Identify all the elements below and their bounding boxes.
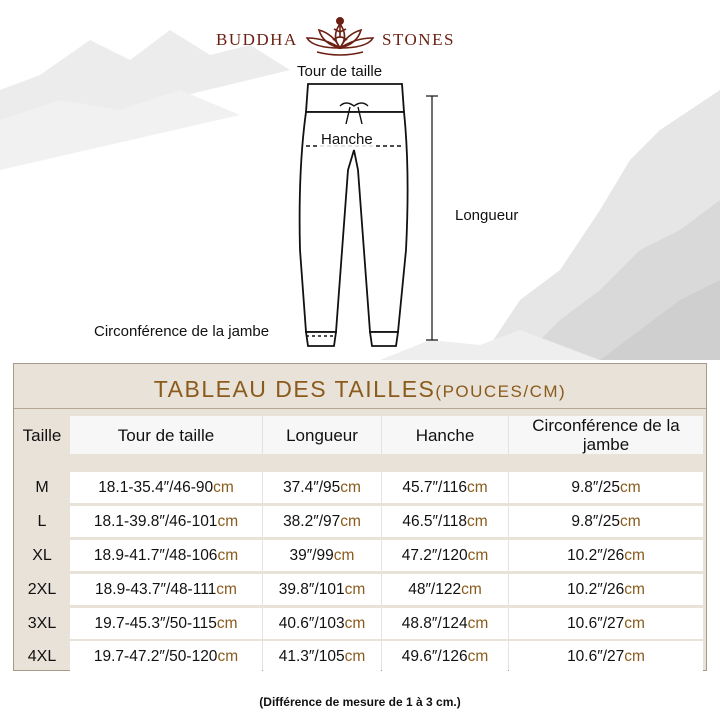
brand-name-right: STONES: [382, 30, 455, 49]
table-cell-length: [263, 540, 381, 571]
lotus-meditation-icon: [303, 10, 377, 60]
cell-unit: cm: [467, 647, 489, 665]
size-label: 3XL: [27, 614, 57, 632]
cell-value: 10.2″/26: [567, 580, 625, 598]
table-cell-hip: [382, 641, 508, 672]
table-cell-waist: [70, 641, 262, 672]
header-length: Longueur: [263, 416, 381, 454]
cell-unit: cm: [216, 614, 238, 632]
cell-value: 49.6″/126: [401, 647, 468, 665]
cell-value: 9.8″/25: [571, 478, 620, 496]
cell-unit: cm: [344, 647, 366, 665]
size-label: M: [35, 478, 49, 496]
table-cell-length: [263, 506, 381, 537]
table-cell-waist: [70, 608, 262, 639]
table-cell-hip: [382, 506, 508, 537]
table-cell-leg: [509, 574, 703, 605]
size-table: [13, 363, 707, 671]
cell-value: 40.6″/103: [278, 614, 345, 632]
cell-value: 45.7″/116: [402, 478, 467, 496]
cell-value: 38.2″/97: [283, 512, 341, 530]
cell-value: 41.3″/105: [278, 647, 345, 665]
cell-value: 9.8″/25: [571, 512, 620, 530]
table-cell-hip: [382, 608, 508, 639]
label-hip: Hanche: [321, 131, 373, 148]
table-cell-length: [263, 608, 381, 639]
cell-unit: cm: [619, 512, 641, 530]
title-divider: [14, 408, 706, 409]
cell-unit: cm: [333, 546, 355, 564]
header-size: Taille: [22, 425, 62, 445]
table-cell-hip: [382, 540, 508, 571]
cell-unit: cm: [340, 512, 361, 530]
table-cell-leg: [509, 472, 703, 503]
pants-diagram: [0, 55, 720, 355]
cell-unit: cm: [467, 478, 488, 496]
table-cell-waist: [70, 574, 262, 605]
cell-unit: cm: [213, 478, 234, 496]
header-waist: Tour de taille: [70, 416, 262, 454]
table-title: [14, 376, 706, 403]
table-cell-hip: [382, 472, 508, 503]
table-cell-leg: [509, 608, 703, 639]
table-cell-hip: [382, 574, 508, 605]
cell-unit: cm: [217, 647, 239, 665]
footnote: (Différence de mesure de 1 à 3 cm.): [259, 695, 461, 709]
table-cell-waist: [70, 472, 262, 503]
size-label: 2XL: [27, 580, 57, 598]
cell-unit: cm: [344, 614, 366, 632]
cell-value: 18.1-39.8″/46-101: [93, 512, 218, 530]
brand-name-left: BUDDHA: [216, 30, 298, 49]
cell-unit: cm: [340, 478, 361, 496]
cell-value: 48″/122: [408, 580, 462, 598]
table-cell-leg: [509, 540, 703, 571]
cell-value: 19.7-45.3″/50-115: [94, 614, 217, 632]
cell-unit: cm: [217, 512, 239, 530]
cell-unit: cm: [467, 546, 489, 564]
cell-value: 47.2″/120: [401, 546, 468, 564]
table-cell-length: [263, 641, 381, 672]
cell-unit: cm: [624, 614, 645, 632]
label-length: Longueur: [455, 207, 519, 224]
cell-value: 37.4″/95: [283, 478, 341, 496]
cell-value: 10.2″/26: [567, 546, 625, 564]
cell-unit: cm: [217, 546, 239, 564]
table-cell-leg: [509, 641, 703, 672]
size-label: L: [37, 512, 47, 530]
cell-value: 18.1-35.4″/46-90: [98, 478, 214, 496]
header-hip: Hanche: [382, 416, 508, 454]
cell-unit: cm: [461, 580, 482, 598]
table-cell-waist: [70, 506, 262, 537]
cell-value: 48.8″/124: [401, 614, 468, 632]
cell-value: 39.8″/101: [278, 580, 345, 598]
cell-unit: cm: [624, 580, 645, 598]
cell-unit: cm: [624, 546, 645, 564]
table-cell-length: [263, 574, 381, 605]
cell-value: 46.5″/118: [402, 512, 467, 530]
cell-unit: cm: [344, 580, 366, 598]
size-label: 4XL: [27, 647, 57, 665]
table-cell-length: [263, 472, 381, 503]
table-cell-leg: [509, 506, 703, 537]
cell-unit: cm: [467, 614, 489, 632]
header-leg: Circonférence de la jambe: [509, 416, 703, 454]
cell-unit: cm: [467, 512, 488, 530]
size-label: XL: [32, 546, 52, 564]
brand-header: [0, 10, 720, 60]
cell-unit: cm: [216, 580, 237, 598]
cell-value: 18.9-41.7″/48-106: [93, 546, 218, 564]
table-title-units: (POUCES/CM): [435, 382, 567, 401]
cell-value: 18.9-43.7″/48-111: [95, 580, 217, 598]
label-leg-circumference: Circonférence de la jambe: [94, 323, 270, 340]
cell-value: 10.6″/27: [567, 614, 625, 632]
label-waist: Tour de taille: [297, 63, 383, 80]
cell-value: 39″/99: [289, 546, 334, 564]
table-cell-waist: [70, 540, 262, 571]
cell-unit: cm: [619, 478, 641, 496]
cell-unit: cm: [624, 647, 645, 665]
table-title-text: TABLEAU DES TAILLES: [153, 376, 436, 402]
cell-value: 10.6″/27: [567, 647, 625, 665]
cell-value: 19.7-47.2″/50-120: [93, 647, 218, 665]
